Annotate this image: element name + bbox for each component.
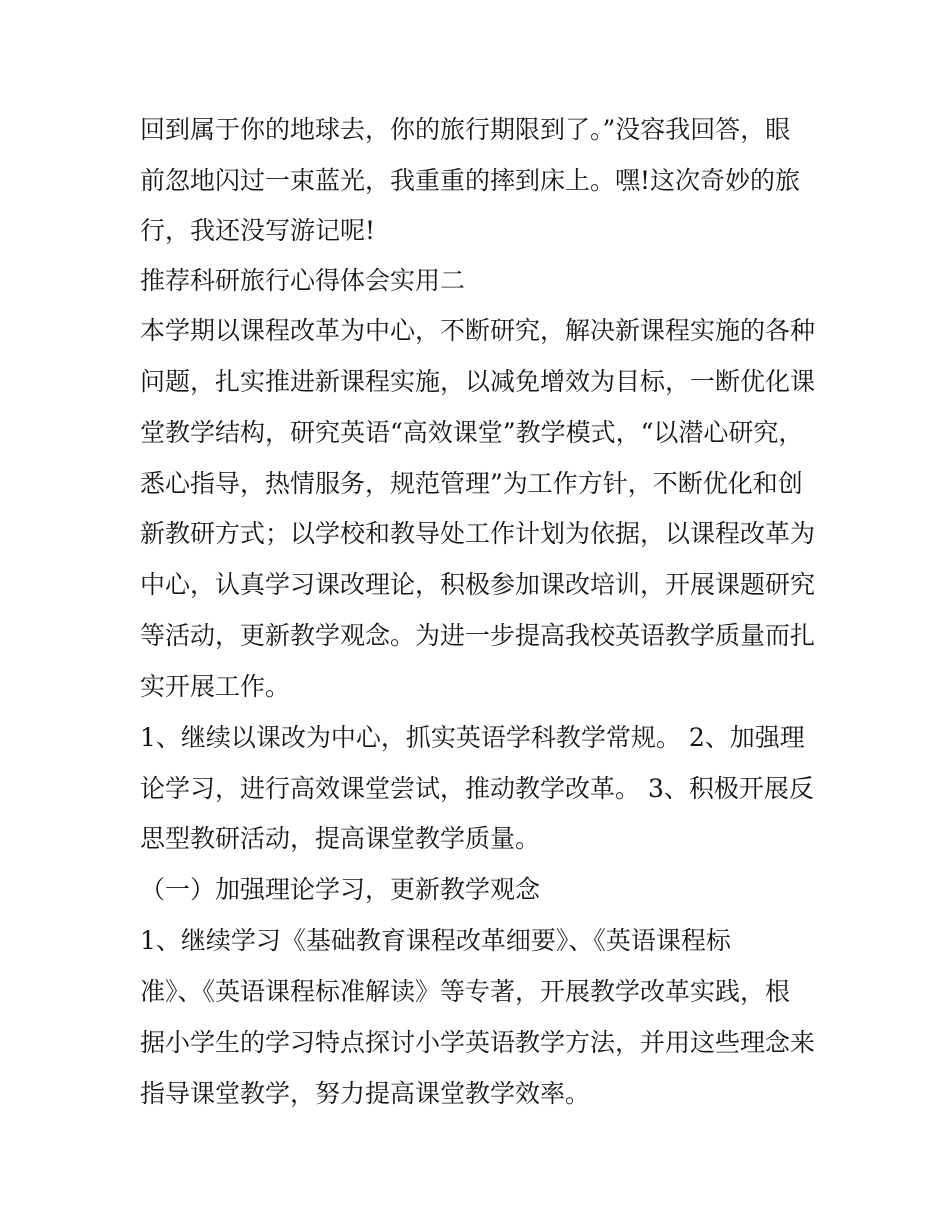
text-line: 指导课堂教学，努力提高课堂教学效率。 [140, 1079, 591, 1108]
text-line: 中心，认真学习课改理论，积极参加课改培训，开展课题研究 [140, 570, 816, 599]
text-line: 实开展工作。 [140, 672, 291, 701]
text-line: 据小学生的学习特点探讨小学英语教学方法，并用这些理念来 [140, 1028, 816, 1057]
subsection-heading: （一）加强理论学习，更新教学观念 [140, 875, 541, 904]
text-line: 回到属于你的地球去，你的旅行期限到了。”没容我回答，眼 [140, 115, 791, 144]
text-line: 思型教研活动，提高课堂教学质量。 [140, 824, 541, 853]
text-line: 等活动，更新教学观念。为进一步提高我校英语教学质量而扎 [140, 621, 816, 650]
text-line: 堂教学结构，研究英语“高效课堂”教学模式，“以潜心研究， [140, 418, 804, 447]
text-line: 1、继续学习《基础教育课程改革细要》、《英语课程标 [140, 926, 731, 955]
text-line: 论学习，进行高效课堂尝试，推动教学改革。 3、积极开展反 [140, 774, 814, 803]
text-line: 本学期以课程改革为中心，不断研究，解决新课程实施的各种 [140, 316, 816, 345]
text-line: 悉心指导，热情服务，规范管理”为工作方针，不断优化和创 [140, 469, 803, 498]
text-line: 前忽地闪过一束蓝光，我重重的摔到床上。嘿!这次奇妙的旅 [140, 166, 801, 195]
text-line: 1、继续以课改为中心，抓实英语学科教学常规。 2、加强理 [140, 723, 805, 752]
text-line: 问题，扎实推进新课程实施，以减免增效为目标，一断优化课 [140, 367, 816, 396]
text-line: 行，我还没写游记呢! [140, 216, 376, 245]
text-line: 准》、《英语课程标准解读》等专著，开展教学改革实践，根 [140, 977, 791, 1006]
text-line: 新教研方式；以学校和教导处工作计划为依据，以课程改革为 [140, 519, 816, 548]
section-heading: 推荐科研旅行心得体会实用二 [140, 266, 466, 295]
